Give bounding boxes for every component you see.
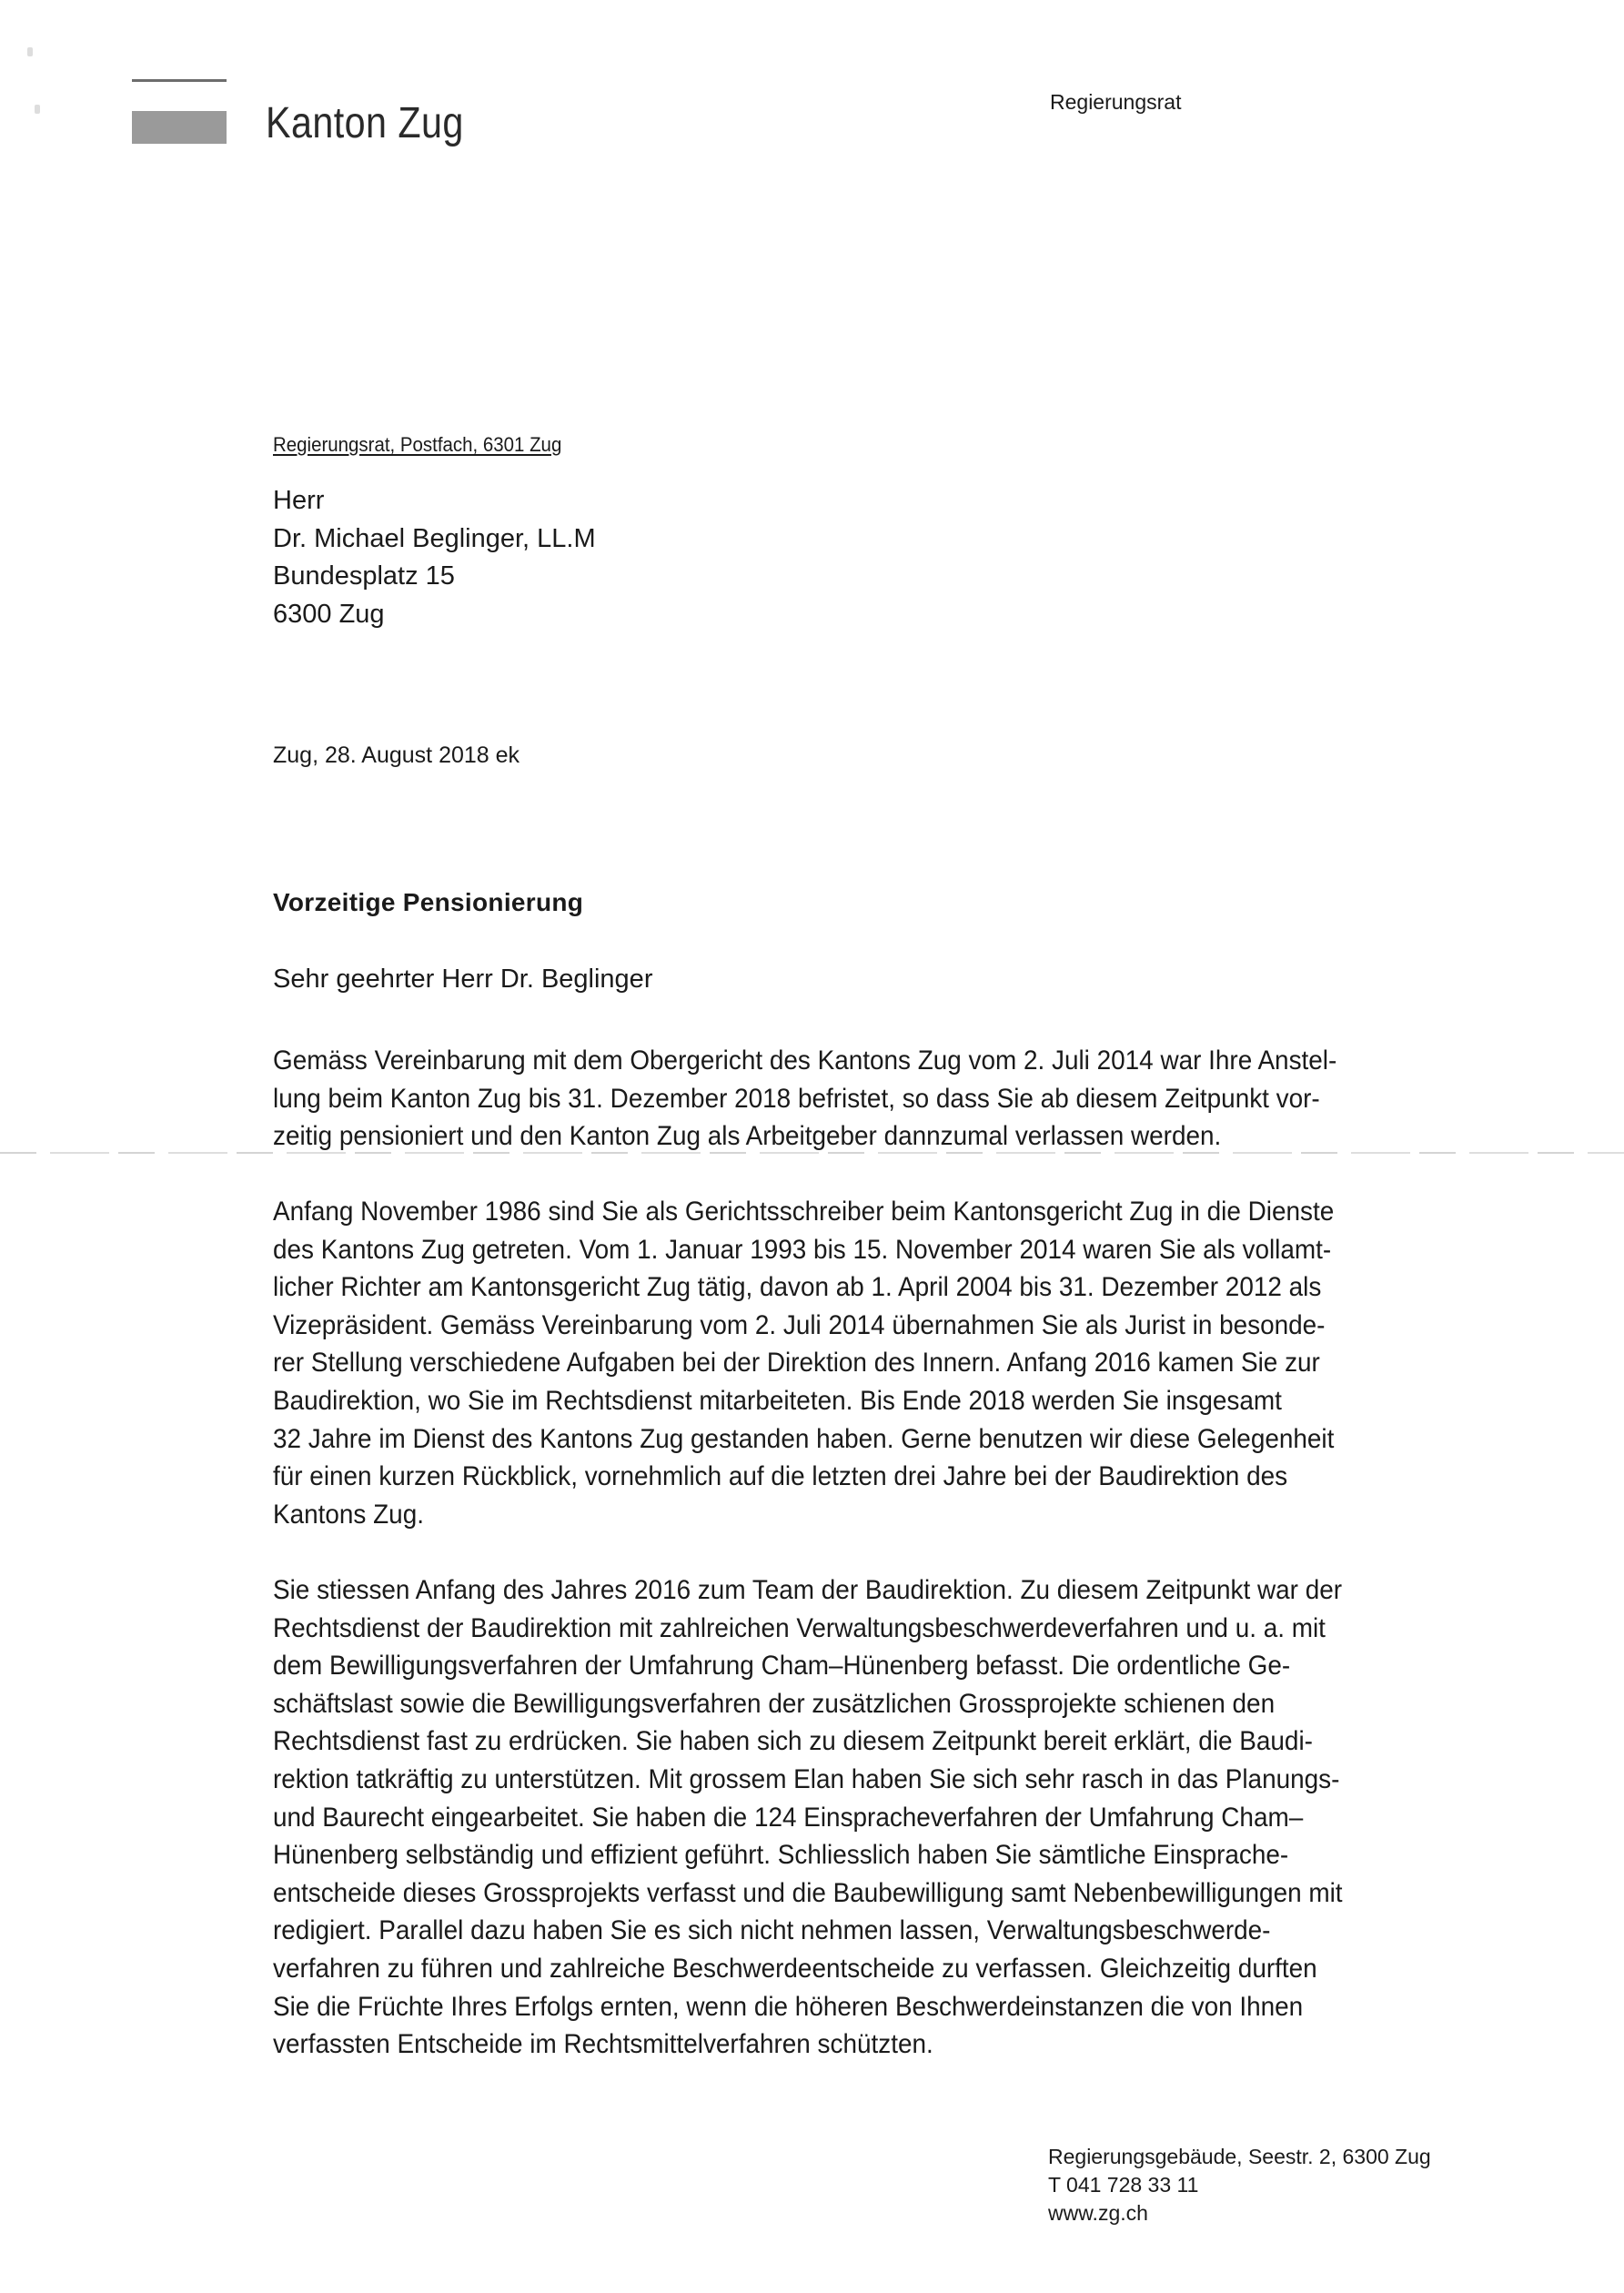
- footer-contact: [1048, 2143, 1431, 2227]
- footer-address: Regierungsgebäude, Seestr. 2, 6300 Zug: [1048, 2145, 1431, 2168]
- paragraph-2: [273, 1193, 1414, 1533]
- text-line: dem Bewilligungsverfahren der Umfahrung Cham–Hünenberg befasst. Die ordentliche Ge-: [273, 1651, 1291, 1682]
- scan-mark: [35, 105, 40, 114]
- text-line: redigiert. Parallel dazu haben Sie es sich nicht nehmen lassen, Verwaltungsbeschwerde-: [273, 1915, 1271, 1946]
- text-line: Gemäss Vereinbarung mit dem Obergericht des Kantons Zug vom 2. Juli 2014 war Ihre Anstel-: [273, 1045, 1337, 1076]
- text-line: Sie stiessen Anfang des Jahres 2016 zum Team der Baudirektion. Zu diesem Zeitpunkt war der: [273, 1575, 1343, 1605]
- text-line: 32 Jahre im Dienst des Kantons Zug gestanden haben. Gerne benutzen wir diese Gelegenheit: [273, 1423, 1335, 1454]
- footer-phone: T 041 728 33 11: [1048, 2173, 1199, 2197]
- salutation: Sehr geehrter Herr Dr. Beglinger: [273, 965, 653, 994]
- text-line: rer Stellung verschiedene Aufgaben bei der Direktion des Innern. Anfang 2016 kamen Sie zur: [273, 1348, 1320, 1379]
- department-label: Regierungsrat: [1050, 90, 1182, 114]
- text-line: Rechtsdienst fast zu erdrücken. Sie haben sich zu diesem Zeitpunkt bereit erklärt, die Baudi-: [273, 1726, 1313, 1757]
- text-line: Anfang November 1986 sind Sie als Gerichtsschreiber beim Kantonsgericht Zug in die Dienste: [273, 1197, 1335, 1227]
- footer-website: www.zg.ch: [1048, 2201, 1148, 2225]
- organization-name: Kanton Zug: [266, 99, 464, 147]
- text-line: für einen kurzen Rückblick, vornehmlich auf die letzten drei Jahre bei der Baudirektion des: [273, 1461, 1288, 1492]
- text-line: licher Richter am Kantonsgericht Zug tätig, davon ab 1. April 2004 bis 31. Dezember 2012 als: [273, 1272, 1322, 1303]
- date-line: Zug, 28. August 2018 ek: [273, 742, 520, 768]
- recipient-line: Herr: [273, 486, 325, 515]
- logo-block: [132, 111, 227, 144]
- text-line: Rechtsdienst der Baudirektion mit zahlreichen Verwaltungsbeschwerdeverfahren und u. a. mit: [273, 1612, 1326, 1643]
- text-line: schäftslast sowie die Bewilligungsverfahren der zusätzlichen Grossprojekte schienen den: [273, 1688, 1276, 1719]
- text-line: lung beim Kanton Zug bis 31. Dezember 2018 befristet, so dass Sie ab diesem Zeitpunkt vor-: [273, 1083, 1320, 1114]
- fold-line: [0, 1152, 1624, 1154]
- text-line: Hünenberg selbständig und effizient geführt. Schliesslich haben Sie sämtliche Einsprache-: [273, 1840, 1289, 1871]
- recipient-address: [273, 482, 596, 633]
- text-line: Kantons Zug.: [273, 1499, 424, 1530]
- return-address: Regierungsrat, Postfach, 6301 Zug: [273, 433, 562, 456]
- text-line: zeitig pensioniert und den Kanton Zug als Arbeitgeber dannzumal verlassen werden.: [273, 1121, 1222, 1152]
- text-line: Sie die Früchte Ihres Erfolgs ernten, wenn die höheren Beschwerdeinstanzen die von Ihnen: [273, 1991, 1304, 2022]
- text-line: verfahren zu führen und zahlreiche Beschwerdeentscheide zu verfassen. Gleichzeitig durften: [273, 1953, 1317, 1984]
- subject-heading: Vorzeitige Pensionierung: [273, 888, 584, 916]
- text-line: des Kantons Zug getreten. Vom 1. Januar 1993 bis 15. November 2014 waren Sie als vollamt-: [273, 1234, 1332, 1265]
- scan-mark: [27, 47, 33, 56]
- recipient-line: 6300 Zug: [273, 599, 385, 629]
- text-line: rektion tatkräftig zu unterstützen. Mit grossem Elan haben Sie sich sehr rasch in das Planungs-: [273, 1763, 1340, 1794]
- text-line: entscheide dieses Grossprojekts verfasst und die Baubewilligung samt Nebenbewilligungen mit: [273, 1877, 1343, 1908]
- paragraph-3: [273, 1571, 1423, 2064]
- text-line: Vizepräsident. Gemäss Vereinbarung vom 2. Juli 2014 übernahmen Sie als Jurist in besonde-: [273, 1309, 1326, 1340]
- paragraph-1: [273, 1042, 1417, 1156]
- text-line: Baudirektion, wo Sie im Rechtsdienst mitarbeiteten. Bis Ende 2018 werden Sie insgesamt: [273, 1385, 1282, 1416]
- text-line: und Baurecht eingearbeitet. Sie haben die 124 Einspracheverfahren der Umfahrung Cham–: [273, 1802, 1304, 1833]
- recipient-line: Dr. Michael Beglinger, LL.M: [273, 523, 596, 553]
- logo-rule: [132, 79, 227, 82]
- text-line: verfassten Entscheide im Rechtsmittelverfahren schützten.: [273, 2029, 933, 2060]
- recipient-line: Bundesplatz 15: [273, 561, 455, 591]
